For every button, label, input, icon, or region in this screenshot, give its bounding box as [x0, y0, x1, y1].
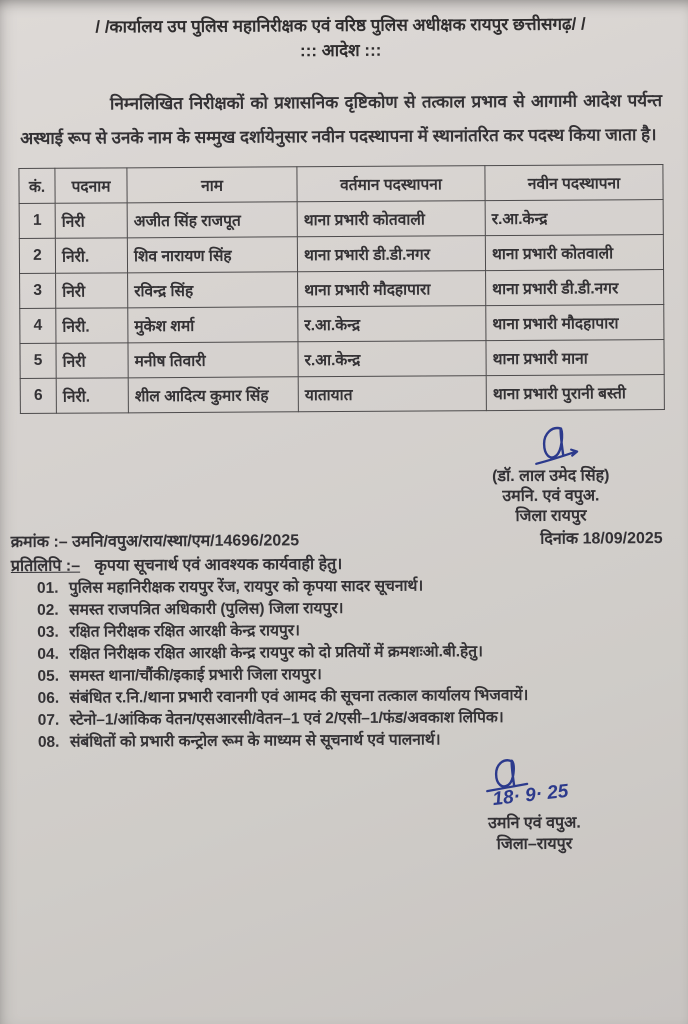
- signatory-designation: उमनि. एवं वपुअ.: [502, 487, 600, 506]
- reference-date-label: दिनांक: [540, 530, 579, 548]
- order-title: ::: आदेश :::: [299, 40, 382, 61]
- copy-item-number: 07.: [37, 711, 60, 729]
- table-row: [19, 235, 663, 274]
- copy-item-number: 03.: [37, 623, 59, 641]
- copy-item-text: संबंधितों को प्रभारी कन्ट्रोल रूम के माध्यम से सूचनार्थ एवं पालनार्थ।: [69, 731, 441, 751]
- transfer-table: [18, 164, 664, 414]
- table-row: [20, 305, 664, 344]
- cell-name: मनीष तिवारी: [128, 342, 298, 378]
- cell-new-posting: थाना प्रभारी कोतवाली: [485, 235, 663, 271]
- signature-scribble-icon: [515, 425, 585, 469]
- copy-subject: कृपया सूचनार्थ एवं आवश्यक कार्यवाही हेतु।: [94, 556, 343, 575]
- col-current-posting: वर्तमान पदस्थापना: [297, 166, 485, 202]
- cell-current-posting: र.आ.केन्द्र: [298, 341, 486, 377]
- cell-current-posting: थाना प्रभारी मौदहापारा: [298, 271, 486, 307]
- cell-new-posting: थाना प्रभारी माना: [486, 340, 664, 376]
- col-designation: पदनाम: [55, 168, 127, 203]
- cell-designation: निरी.: [55, 238, 127, 273]
- table-header-row: [19, 165, 663, 204]
- table-row: [20, 340, 664, 379]
- cell-name: शिव नारायण सिंह: [127, 237, 297, 273]
- cell-designation: निरी.: [56, 308, 128, 343]
- copy-section-heading: [11, 550, 665, 576]
- signatory-designation: उमनि एवं वपुअ.: [488, 814, 581, 833]
- signatory-district: जिला–रायपुर: [496, 835, 573, 854]
- cell-serial: 4: [20, 308, 56, 343]
- cell-designation: निरी: [56, 273, 128, 308]
- cell-new-posting: थाना प्रभारी पुरानी बस्ती: [486, 375, 664, 411]
- cell-name: रविन्द्र सिंह: [128, 272, 298, 308]
- table-row: [19, 200, 663, 239]
- col-new-posting: नवीन पदस्थापना: [485, 165, 663, 201]
- copy-item-text: संबंधित र.नि./थाना प्रभारी रवानगी एवं आमद की सूचना तत्काल कार्यालय भिजवायें।: [69, 686, 529, 707]
- copy-item-number: 04.: [37, 645, 59, 663]
- cell-new-posting: थाना प्रभारी मौदहापारा: [486, 305, 664, 341]
- copy-list: [37, 574, 666, 754]
- reference-number: [11, 528, 300, 552]
- copy-item-text: समस्त थाना/चौंकी/इकाई प्रभारी जिला रायपुर।: [69, 666, 322, 685]
- copy-item-text: समस्त राजपत्रित अधिकारी (पुलिस) जिला रायपुर।: [69, 600, 344, 619]
- cell-designation: निरी: [56, 343, 128, 378]
- reference-number-value: उमनि/वपुअ/राय/स्था/एम/14696/2025: [72, 532, 300, 551]
- cell-new-posting: थाना प्रभारी डी.डी.नगर: [486, 270, 664, 306]
- cell-serial: 2: [19, 238, 55, 273]
- cell-serial: 3: [20, 273, 56, 308]
- cell-name: अजीत सिंह राजपूत: [127, 202, 297, 238]
- copy-item-number: 05.: [37, 667, 60, 685]
- copy-item-text: स्टेनो–1/आंकिक वेतन/एसआरसी/वेतन–1 एवं 2/एसी–1/फंड/अवकाश लिपिक।: [69, 709, 504, 729]
- signature-block-bottom: [424, 754, 645, 855]
- office-header: / /कार्यालय उप पुलिस महानिरीक्षक एवं वरिष्ठ पुलिस अधीक्षक रायपुर छत्तीसगढ़/ /: [95, 14, 586, 37]
- cell-current-posting: र.आ.केन्द्र: [298, 306, 486, 342]
- signature-scribble-icon: [459, 754, 609, 807]
- intro-paragraph: निम्नलिखित निरीक्षकों को प्रशासनिक दृष्टिकोण से तत्काल प्रभाव से आगामी आदेश पर्यन्त अस्थाई रूप से उनके नाम के सम्मुख दर्शायेनुसार नवीन पदस्थापना में स्थानांतरित कर पदस्थ किया जाता है।: [20, 91, 663, 148]
- copy-item-number: 01.: [36, 579, 59, 597]
- copy-item: [38, 728, 666, 754]
- signatory-name: (डॉ. लाल उमेद सिंह): [492, 467, 610, 486]
- reference-number-label: क्रमांक :–: [10, 533, 68, 552]
- copy-item-number: 06.: [37, 689, 60, 707]
- col-name: नाम: [127, 167, 297, 203]
- cell-new-posting: र.आ.केन्द्र: [485, 200, 663, 236]
- signatory-district: जिला रायपुर: [515, 507, 587, 525]
- cell-designation: निरी.: [56, 378, 128, 413]
- handwritten-date: 18· 9· 25: [491, 780, 570, 808]
- cell-current-posting: थाना प्रभारी कोतवाली: [297, 201, 485, 237]
- copy-label: प्रतिलिपि :–: [10, 557, 81, 576]
- cell-current-posting: थाना प्रभारी डी.डी.नगर: [297, 236, 485, 272]
- cell-name: शील आदित्य कुमार सिंह: [128, 377, 298, 413]
- reference-date-value: 18/09/2025: [582, 530, 663, 548]
- cell-name: मुकेश शर्मा: [128, 307, 298, 343]
- table-row: [20, 375, 664, 414]
- reference-row: [11, 526, 665, 552]
- copy-item-text: रक्षित निरीक्षक रक्षित आरक्षी केन्द्र रायपुर को दो प्रतियों में क्रमशःओ.बी.हेतु।: [69, 643, 484, 663]
- signature-block-top: [443, 424, 659, 527]
- copy-item-text: रक्षित निरीक्षक रक्षित आरक्षी केन्द्र रायपुर।: [69, 622, 301, 641]
- copy-item-number: 08.: [37, 733, 60, 751]
- cell-serial: 6: [20, 378, 56, 413]
- reference-date: [540, 526, 663, 549]
- cell-serial: 5: [20, 343, 56, 378]
- col-serial: कं.: [19, 168, 55, 203]
- table-row: [20, 270, 664, 309]
- cell-serial: 1: [19, 203, 55, 238]
- cell-designation: निरी: [55, 203, 127, 238]
- copy-item-number: 02.: [37, 601, 59, 619]
- cell-current-posting: यातायात: [298, 376, 486, 412]
- copy-item-text: पुलिस महानिरीक्षक रायपुर रेंज, रायपुर को कृपया सादर सूचनार्थ।: [68, 577, 424, 597]
